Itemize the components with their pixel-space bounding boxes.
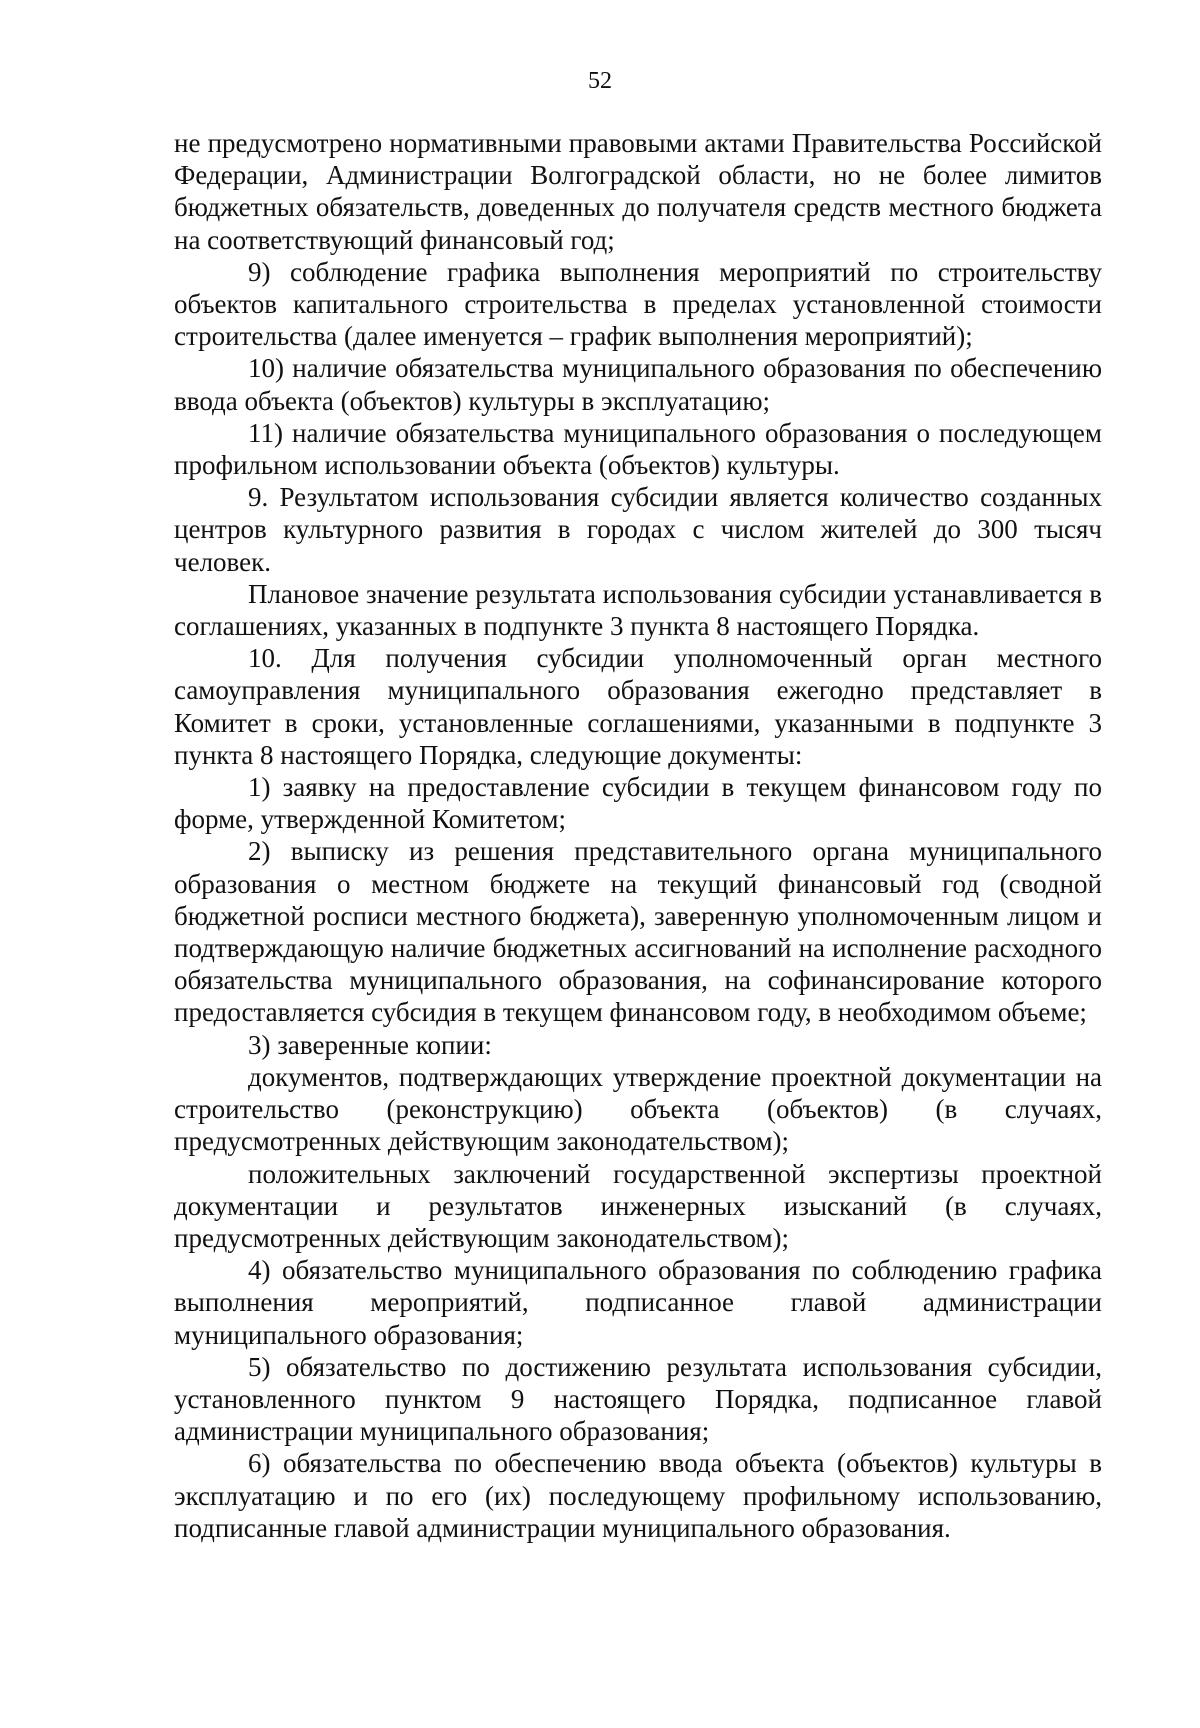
paragraph-continuation: не предусмотрено нормативными правовыми актами Правительства Российской Федерации, Администрации Волгоградской области, но не более лимитов бюджетных обязательств, доведенных до получателя средств местного бюджета на соответствующий финансовый год;: [174, 128, 1102, 255]
paragraph-doc-4-schedule-obligation: 4) обязательство муниципального образования по соблюдению графика выполнения мероприятий, подписанное главой администрации муниципального образования;: [174, 1255, 1102, 1350]
page-number: 52: [588, 68, 612, 94]
paragraph-doc-3-expert-conclusions: положительных заключений государственной экспертизы проектной документации и результатов инженерных изысканий (в случаях, предусмотренных действующим законодательством);: [174, 1158, 1102, 1253]
paragraph-clause-9-result: 9. Результатом использования субсидии является количество созданных центров культурного развития в городах с числом жителей до 300 тысяч человек.: [174, 482, 1102, 577]
paragraph-item-11-profile-use: 11) наличие обязательства муниципального образования о последующем профильном использовании объекта (объектов) культуры.: [174, 417, 1102, 481]
paragraph-clause-10-documents: 10. Для получения субсидии уполномоченный орган местного самоуправления муниципального образования ежегодно представляет в Комитет в сроки, установленные соглашениями, указанными в подпункте 3 пункта 8 настоящего Порядка, следующие документы:: [174, 643, 1102, 770]
paragraph-doc-3-design-documents: документов, подтверждающих утверждение проектной документации на строительство (реконструкцию) объекта (объектов) (в случаях, предусмотренных действующим законодательством);: [174, 1061, 1102, 1157]
paragraph-doc-6-commissioning-obligation: 6) обязательства по обеспечению ввода объекта (объектов) культуры в эксплуатацию и по его (их) последующему профильному использованию, подписанные главой администрации муниципального образования.: [174, 1448, 1102, 1543]
paragraph-doc-1-application: 1) заявку на предоставление субсидии в текущем финансовом году по форме, утвержденной Комитетом;: [174, 772, 1102, 835]
paragraph-item-9-schedule: 9) соблюдение графика выполнения мероприятий по строительству объектов капитального строительства в пределах установленной стоимости строительства (далее именуется – график выполнения мероприятий);: [174, 256, 1102, 352]
document-body: [174, 127, 1102, 1544]
paragraph-doc-2-budget-extract: 2) выписку из решения представительного органа муниципального образования о местном бюджете на текущий финансовый год (сводной бюджетной росписи местного бюджета), заверенную уполномоченным лицом и подтверждающую наличие бюджетных ассигнований на исполнение расходного обязательства муниципального образования, на софинансирование которого предоставляется субсидия в текущем финансовом году, в необходимом объеме;: [174, 836, 1102, 1028]
paragraph-item-10-commissioning: 10) наличие обязательства муниципального образования по обеспечению ввода объекта (объектов) культуры в эксплуатацию;: [174, 353, 1102, 416]
paragraph-doc-3-certified-copies: 3) заверенные копии:: [248, 1029, 492, 1060]
paragraph-doc-5-result-obligation: 5) обязательство по достижению результата использования субсидии, установленного пунктом 9 настоящего Порядка, подписанное главой администрации муниципального образования;: [174, 1351, 1102, 1447]
paragraph-planned-value: Плановое значение результата использования субсидии устанавливается в соглашениях, указанных в подпункте 3 пункта 8 настоящего Порядка.: [174, 578, 1102, 642]
